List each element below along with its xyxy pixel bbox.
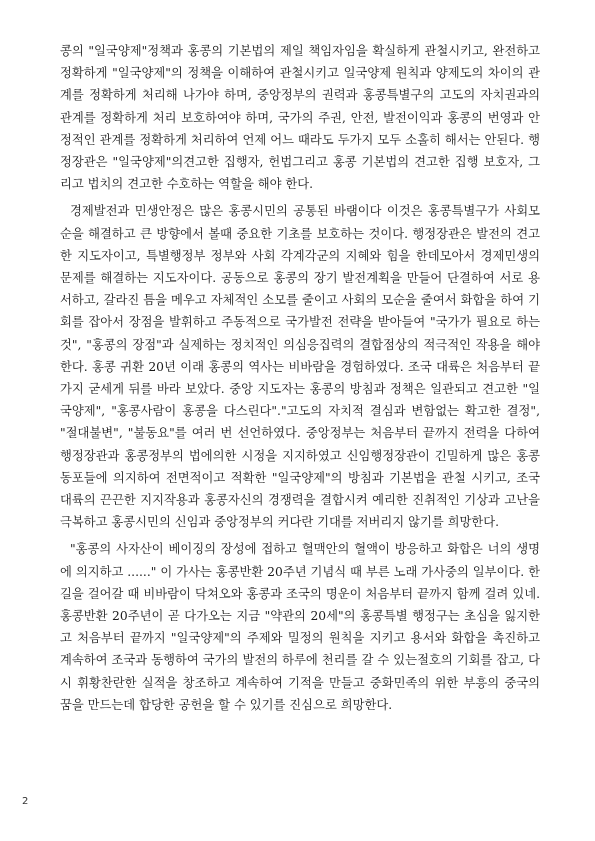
paragraph-3: "홍콩의 사자산이 베이징의 장성에 접하고 혈맥안의 혈액이 방응하고 화합은 너의 생명에 의지하고 ......" 이 가사는 홍콩반환 20주년 기념식 때 부른 노래 가사중의 일부이다. 한길을 걸어갈 때 비바람이 닥쳐오와 홍콩과 조국의 명운이 처음부터 끝까지 함께 걸려 있네. 홍콩반환 20주년이 곧 다가오는 지금 "약관의 20세"의 홍콩특별 행정구는 초심을 잃지한고 처음부터 끝까지 "일국양제"의 주제와 밀정의 원칙을 지키고 용서와 화합을 촉진하고 계속하여 조국과 동행하여 국가의 발전의 하루에 천리를 갈 수 있는절호의 기회를 잡고, 다시 휘황찬란한 실적을 창조하고 계속하여 기적을 만들고 중화민족의 위한 부흥의 중국의 꿈을 만드는데 합당한 공헌을 할 수 있기를 진심으로 희망한다. [60, 542, 540, 712]
paragraph-1: 콩의 "일국양제"정책과 홍콩의 기본법의 제일 책임자임을 확실하게 관철시키고, 완전하고 정확하게 "일국양제"의 정책을 이해하여 관철시키고 일국양제 원칙과 양제도의 차이의 관계를 정확하게 처리해 나가야 하며, 중앙정부의 권력과 홍콩특별구의 고도의 자치권과의 관계를 정확하게 처리 보호하여야 하며, 국가의 주권, 안전, 발전이익과 홍콩의 번영과 안정적인 관계를 정확하게 처리하여 언제 어느 때라도 두가지 모두 소홀히 해서는 안된다. 행정장관은 "일국양제"의견고한 집행자, 헌법그리고 홍콩 기본법의 견고한 집행 보호자, 그리고 법치의 견고한 수호하는 역할을 해야 한다. [60, 44, 540, 192]
paragraph-2: 경제발전과 민생안정은 많은 홍콩시민의 공통된 바램이다 이것은 홍콩특별구가 사회모순을 해결하고 큰 방향에서 볼때 중요한 기초를 보호하는 것이다. 행정장관은 발전의 견고한 지도자이고, 특별행정부 정부와 사회 각계각군의 지혜와 힘을 한데모아서 경제민생의 문제를 해결하는 지도자이다. 공동으로 홍콩의 장기 발전계획을 만들어 단결하여 서로 용서하고, 갈라진 틈을 메우고 자체적인 소모를 줄이고 사회의 모순을 줄여서 화합을 하여 기회를 잡아서 장점을 발휘하고 주동적으로 국가발전 전략을 받아들여 "국가가 필요로 하는 것", "홍콩의 장점"과 실제하는 정치적인 의심응집력의 결합점상의 적극적인 작용을 해야한다. 홍콩 귀환 20년 이래 홍콩의 역사는 비바람을 경험하였다. 조국 대륙은 처음부터 끝가지 굳세게 뒤를 바라 보았다. 중앙 지도자는 홍콩의 방침과 정책은 일관되고 견고한 "일국양제", "홍콩사람이 홍콩을 다스린다"."고도의 자치적 결심과 변함없는 확고한 결정", "절대불변", "불동요"를 여러 번 선언하였다. 중앙정부는 처음부터 끝까지 전력을 다하여 행정장관과 홍콩정부의 법에의한 시정을 지지하였고 신임행정장관이 긴밀하게 많은 홍콩동포들에 의지하여 전면적이고 적확한 "일국양제"의 방침과 기본법을 관철 시키고, 조국 대륙의 끈끈한 지지작용과 홍콩자신의 경쟁력을 결합시켜 예리한 진취적인 기상과 고난을 극복하고 홍콩시민의 신임과 중앙정부의 커다란 기대를 저버리지 않기를 희망한다. [60, 204, 540, 530]
page-number: 2 [22, 796, 29, 807]
body-text [60, 40, 540, 721]
